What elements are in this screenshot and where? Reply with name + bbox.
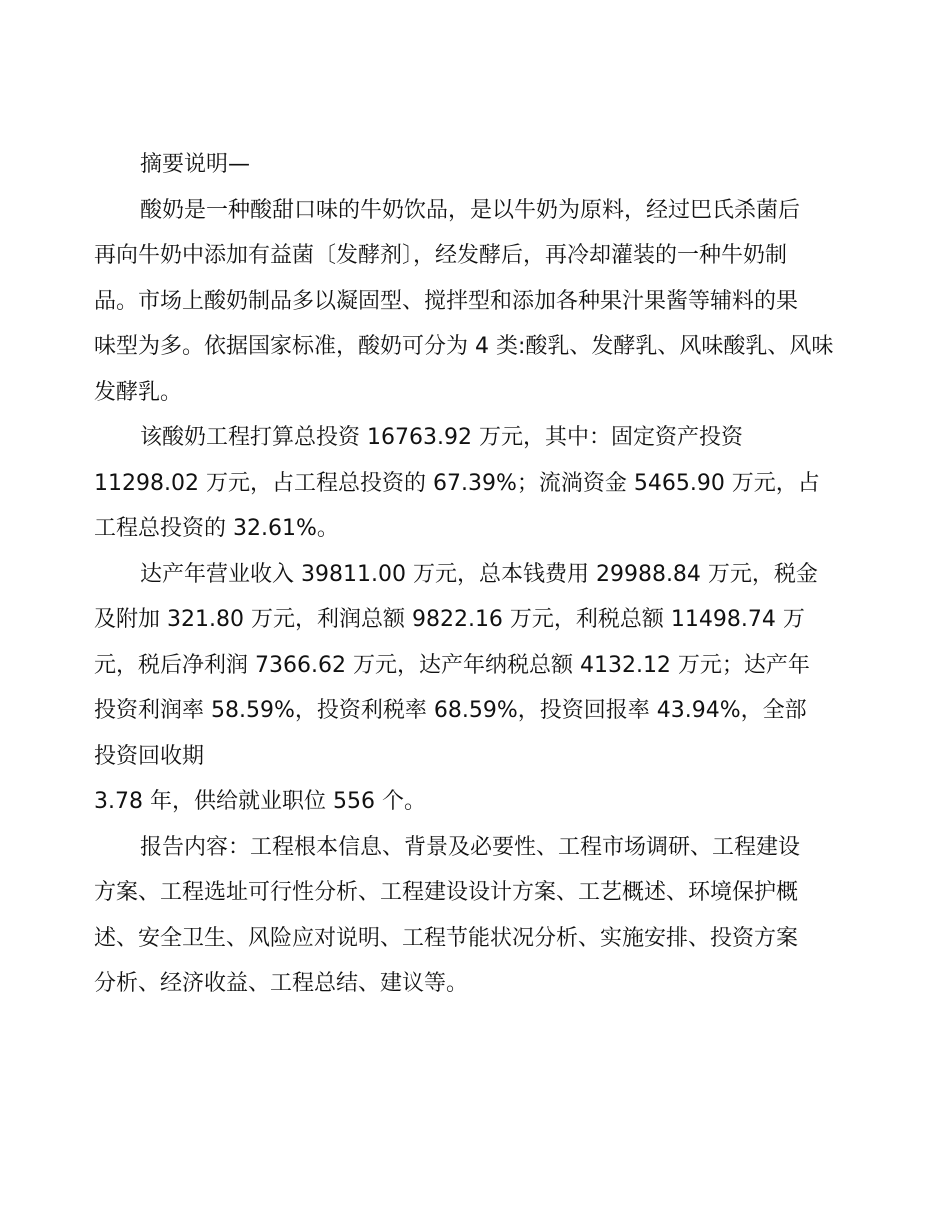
paragraph-financials xyxy=(94,552,854,825)
text-line: 达产年营业收入 39811.00 万元，总本钱费用 29988.84 万元，税金 xyxy=(140,561,818,587)
text-line: 方案、工程选址可行性分析、工程建设设计方案、工艺概述、环境保护概 xyxy=(94,880,799,905)
text-line: 分析、经济收益、工程总结、建议等。 xyxy=(94,971,469,996)
paragraph-yogurt-intro xyxy=(94,188,854,416)
text-line: 及附加 321.80 万元，利润总额 9822.16 万元，利税总额 11498.74 万 xyxy=(94,607,805,632)
text-line: 11298.02 万元，占工程总投资的 67.39%；流淌资金 5465.90 万元，占 xyxy=(94,470,820,496)
text-line: 投资利润率 58.59%，投资利税率 68.59%，投资回报率 43.94%，全部 xyxy=(94,698,807,723)
text-line: 该酸奶工程打算总投资 16763.92 万元，其中：固定资产投资 xyxy=(140,425,743,450)
text-line: 品。市场上酸奶制品多以凝固型、搅拌型和添加各种果汁果酱等辅料的果 xyxy=(94,288,799,314)
text-line: 酸奶是一种酸甜口味的牛奶饮品，是以牛奶为原料，经过巴氏杀菌后 xyxy=(140,197,801,223)
text-line: 再向牛奶中添加有益菌〔发酵剂〕，经发酵后，再冷却灌装的一种牛奶制 xyxy=(94,243,788,268)
text-line: 3.78 年，供给就业职位 556 个。 xyxy=(94,789,426,814)
text-line: 述、安全卫生、风险应对说明、工程节能状况分析、实施安排、投资方案 xyxy=(94,925,799,951)
section-heading: 摘要说明— xyxy=(140,152,251,177)
text-line: 工程总投资的 32.61%。 xyxy=(94,516,339,541)
text-line: 元，税后净利润 7366.62 万元，达产年纳税总额 4132.12 万元；达产年 xyxy=(94,652,810,678)
text-line: 报告内容：工程根本信息、背景及必要性、工程市场调研、工程建设 xyxy=(140,834,801,860)
paragraph-investment xyxy=(94,415,854,552)
text-line: 投资回收期 xyxy=(94,743,205,769)
paragraph-report-contents xyxy=(94,825,854,1007)
text-line: 味型为多。依据国家标准，酸奶可分为 4 类:酸乳、发酵乳、风味酸乳、风味 xyxy=(94,334,834,359)
document-page xyxy=(94,142,854,1007)
text-line: 发酵乳。 xyxy=(94,379,183,405)
